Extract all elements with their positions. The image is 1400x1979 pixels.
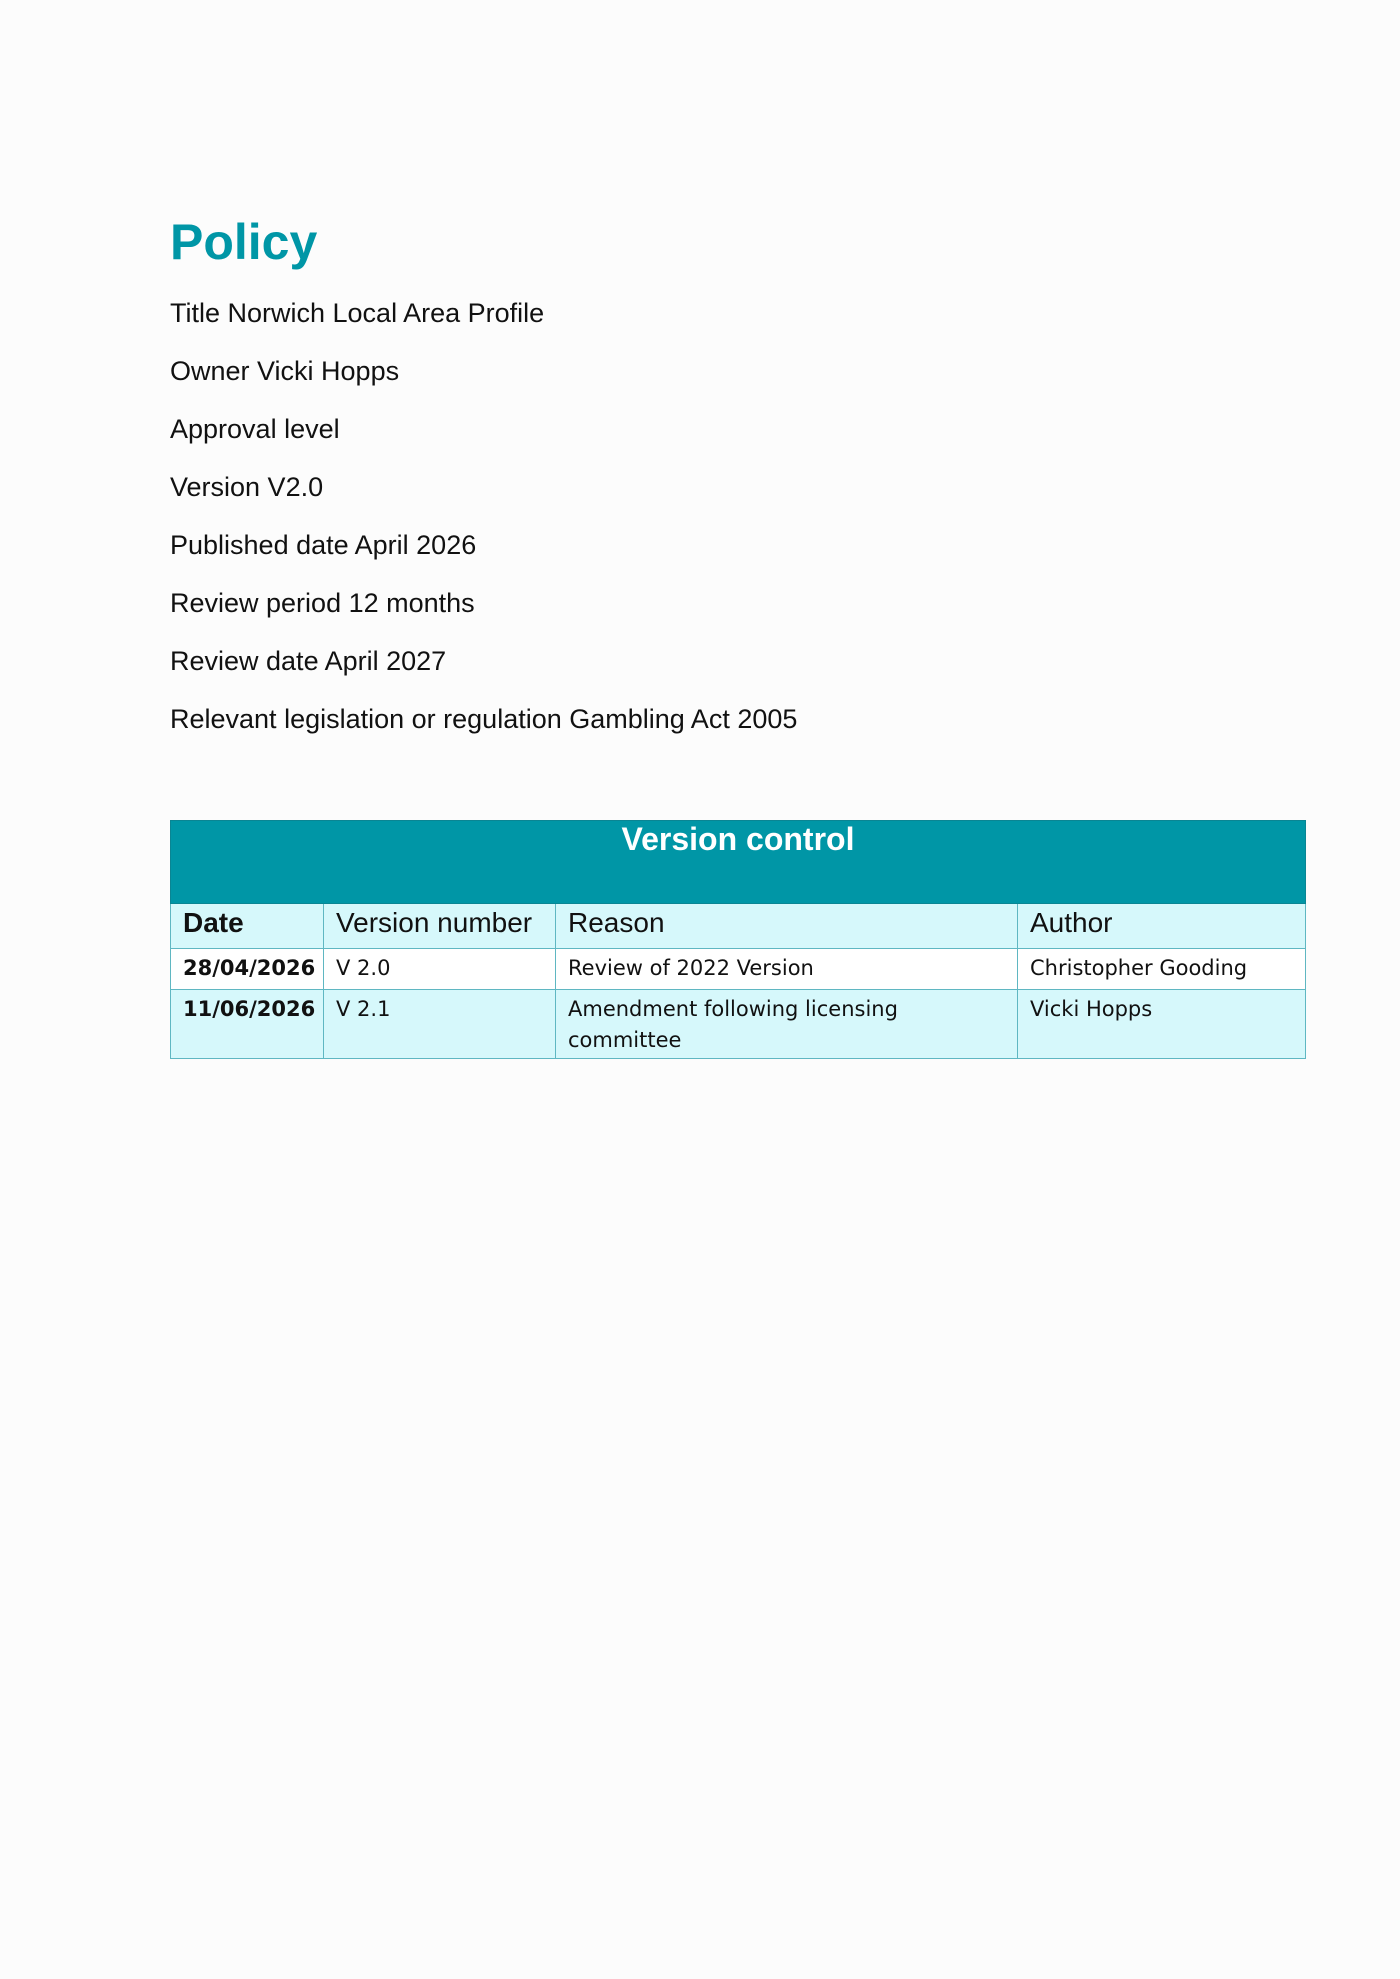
author-cell: Christopher Gooding [1018,949,1306,990]
author-cell: Vicki Hopps [1018,990,1306,1059]
relevant-legislation-line: Relevant legislation or regulation Gambling Act 2005 [170,704,798,734]
date-cell: 11/06/2026 [171,990,324,1059]
reason-cell: Review of 2022 Version [556,949,1018,990]
approval-level-line: Approval level [170,414,340,444]
column-header-version-number: Version number [324,904,556,949]
version-line: Version V2.0 [170,472,324,502]
date-cell: 28/04/2026 [171,949,324,990]
version-number-cell: V 2.1 [324,990,556,1059]
version-control-heading: Version control [171,821,1306,904]
published-date-line: Published date April 2026 [170,530,477,560]
table-row [171,949,1306,990]
policy-details-list [170,296,797,760]
table-row [171,990,1306,1059]
version-number-cell: V 2.0 [324,949,556,990]
table-header-row [171,904,1306,949]
review-period-line: Review period 12 months [170,588,475,618]
reason-cell: Amendment following licensing committee [556,990,1018,1059]
column-header-date: Date [171,904,324,949]
policy-owner-line: Owner Vicki Hopps [170,356,400,386]
version-control-table [170,820,1306,1059]
column-header-author: Author [1018,904,1306,949]
review-date-line: Review date April 2027 [170,646,447,676]
column-header-reason: Reason [556,904,1018,949]
page-title: Policy [170,214,318,270]
policy-title-line: Title Norwich Local Area Profile [170,298,545,328]
